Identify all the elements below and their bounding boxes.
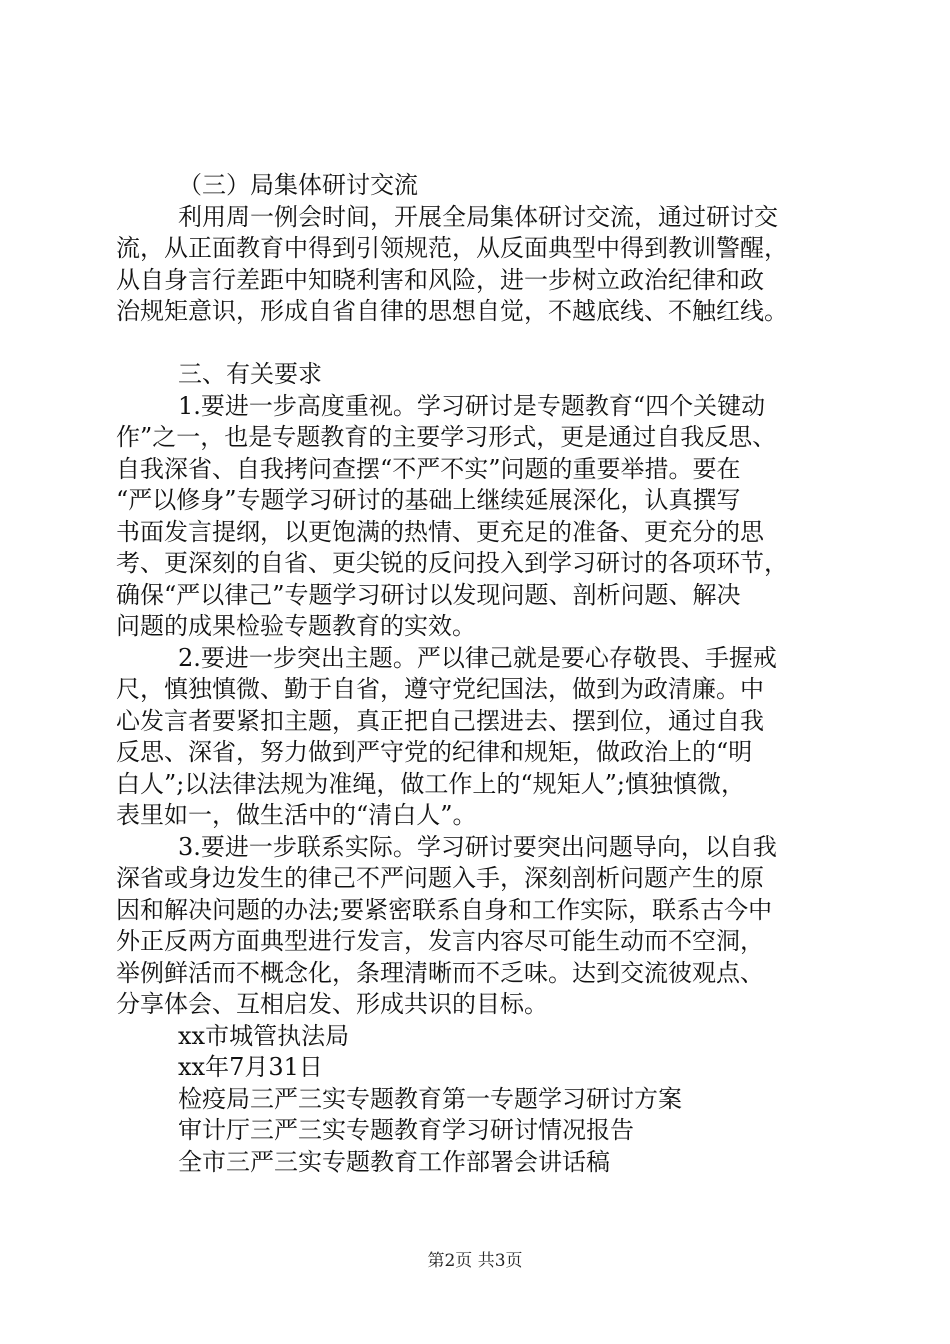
- related-link[interactable]: 检疫局三严三实专题教育第一专题学习研讨方案: [178, 1084, 682, 1113]
- related-links: [116, 1084, 846, 1179]
- paragraph-line: 作”之一，也是专题教育的主要学习形式，更是通过自我反思、: [116, 423, 777, 451]
- paragraph-line: 流，从正面教育中得到引领规范，从反面典型中得到教训警醒，: [116, 234, 788, 262]
- requirement-3-paragraph: [116, 832, 846, 1021]
- paragraph-line: 从自身言行差距中知晓利害和风险，进一步树立政治纪律和政: [116, 265, 764, 294]
- paragraph-line: 尺，慎独慎微、勤于自省，遵守党纪国法，做到为政清廉。中: [116, 675, 764, 703]
- paragraph-line: 举例鲜活而不概念化，条理清晰而不乏味。达到交流彼观点、: [116, 958, 764, 987]
- paragraph-line: 1.要进一步高度重视。学习研讨是专题教育“四个关键动: [178, 391, 766, 420]
- blank-line: [116, 328, 846, 360]
- paragraph-line: 治规矩意识，形成自省自律的思想自觉，不越底线、不触红线。: [116, 297, 788, 325]
- paragraph-line: 表里如一，做生活中的“清白人”。: [116, 801, 477, 829]
- paragraph-line: 白人”;以法律法规为准绳，做工作上的“规矩人”;慎独慎微，: [116, 769, 745, 798]
- paragraph-line: 确保“严以律己”专题学习研讨以发现问题、剖析问题、解决: [116, 580, 741, 609]
- signature-date: xx年7月31日: [178, 1053, 323, 1081]
- paragraph-line: 利用周一例会时间，开展全局集体研讨交流，通过研讨交: [178, 202, 778, 231]
- requirements-heading: 三、有关要求: [178, 360, 322, 388]
- requirement-1-paragraph: [116, 391, 846, 643]
- paragraph-line: 外正反两方面典型进行发言，发言内容尽可能生动而不空洞，: [116, 927, 764, 955]
- paragraph-line: 书面发言提纲，以更饱满的热情、更充足的准备、更充分的思: [116, 517, 764, 546]
- requirement-2-paragraph: [116, 643, 846, 832]
- paragraph-line: 3.要进一步联系实际。学习研讨要突出问题导向，以自我: [178, 832, 777, 861]
- paragraph-line: 2.要进一步突出主题。严以律己就是要心存敬畏、手握戒: [178, 643, 777, 672]
- paragraph-line: 心发言者要紧扣主题，真正把自己摆进去、摆到位，通过自我: [116, 706, 764, 735]
- document-body: [116, 170, 846, 1178]
- related-link[interactable]: 审计厅三严三实专题教育学习研讨情况报告: [178, 1116, 634, 1144]
- section-heading: （三）局集体研讨交流: [178, 171, 418, 199]
- paragraph-line: 因和解决问题的办法;要紧密联系自身和工作实际，联系古今中: [116, 895, 773, 924]
- paragraph-line: 深省或身边发生的律己不严问题入手，深刻剖析问题产生的原: [116, 864, 764, 892]
- paragraph-line: 考、更深刻的自省、更尖锐的反问投入到学习研讨的各项环节，: [116, 549, 788, 577]
- paragraph-line: 反思、深省，努力做到严守党的纪律和规矩，做政治上的“明: [116, 738, 753, 766]
- paragraph-line: “严以修身”专题学习研讨的基础上继续延展深化，认真撰写: [116, 486, 741, 514]
- page-footer: 第2页 共3页: [427, 1251, 523, 1271]
- paragraph-line: 分享体会、互相启发、形成共识的目标。: [116, 990, 548, 1018]
- section3-paragraph: [116, 202, 846, 328]
- related-link[interactable]: 全市三严三实专题教育工作部署会讲话稿: [178, 1147, 610, 1176]
- paragraph-line: 问题的成果检验专题教育的实效。: [116, 612, 476, 640]
- signature-org: xx市城管执法局: [178, 1021, 350, 1050]
- paragraph-line: 自我深省、自我拷问查摆“不严不实”问题的重要举措。要在: [116, 454, 741, 483]
